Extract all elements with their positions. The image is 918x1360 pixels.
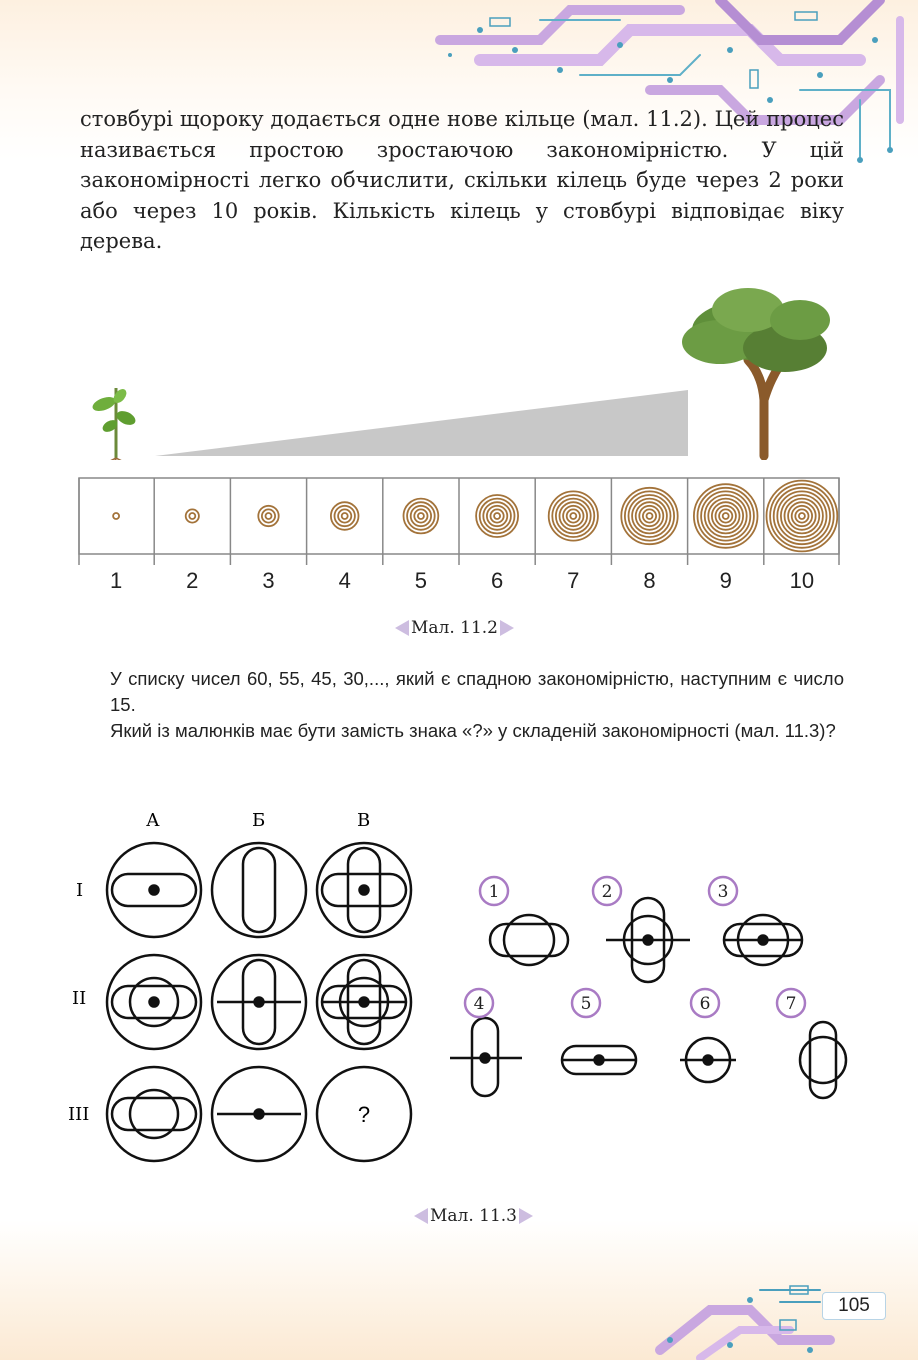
figure-11-2-caption	[395, 618, 514, 638]
column-label-A: А	[146, 810, 160, 831]
option-badge-7	[777, 989, 805, 1017]
tree-ring	[189, 513, 195, 519]
option-badge-number: 7	[785, 994, 797, 1014]
option-badge-number: 4	[473, 994, 485, 1014]
tree-rings-year-3	[258, 506, 278, 526]
option-badge-6	[691, 989, 719, 1017]
cell-III-A	[107, 1067, 201, 1161]
cell-III-B	[212, 1067, 306, 1161]
option-badge-3	[709, 877, 737, 905]
year-label-2: 2	[186, 568, 199, 593]
tree-rings-year-2	[186, 509, 199, 522]
option-3-figure	[724, 915, 802, 965]
tree-ring	[342, 513, 348, 519]
row-label-III: III	[68, 1104, 90, 1125]
option-badge-number: 6	[699, 994, 711, 1014]
year-label-3: 3	[262, 568, 275, 593]
tree-rings-year-7	[549, 491, 598, 540]
row-label-I: I	[76, 880, 84, 901]
cell-I-A	[107, 843, 201, 937]
figure-11-3-caption-text: Мал. 11.3	[430, 1206, 518, 1226]
option-7-figure	[800, 1022, 846, 1098]
intro-paragraph: стовбурі щороку додається одне нове кільце (мал. 11.2). Цей процес називається простою зростаючою закономірністю. У цій закономірності легко обчислити, скільки кілець буде через 2 роки або через 10 років. Кількість кілець у стовбурі відповідає віку дерева.	[80, 107, 844, 253]
column-label-B: Б	[252, 810, 266, 831]
option-6-figure	[680, 1038, 736, 1082]
caption-arrow-left-icon	[414, 1208, 428, 1224]
option-badge-4	[465, 989, 493, 1017]
figure-11-2-caption-text: Мал. 11.2	[411, 618, 499, 638]
tree-image	[682, 288, 830, 456]
year-label-5: 5	[414, 568, 428, 593]
column-label-V: В	[357, 810, 371, 831]
tree-ring	[113, 513, 119, 519]
option-badge-number: 3	[717, 882, 729, 902]
option-badge-number: 2	[601, 882, 613, 902]
tree-ring	[799, 513, 805, 519]
page-number: 105	[822, 1292, 886, 1320]
tree-rings-year-8	[621, 488, 677, 544]
tree-ring	[723, 513, 729, 519]
option-2-figure	[606, 898, 690, 982]
growth-wedge	[155, 390, 688, 456]
cell-I-V	[317, 843, 411, 937]
year-label-1: 1	[109, 568, 123, 593]
tree-rings-year-10	[767, 481, 838, 552]
tree-rings-year-9	[694, 484, 758, 548]
tree-ring	[647, 513, 653, 519]
tree-rings-year-6	[476, 495, 518, 537]
year-label-6: 6	[490, 568, 504, 593]
figure-11-3-caption	[414, 1206, 533, 1226]
option-badge-number: 5	[580, 994, 592, 1014]
option-badge-5	[572, 989, 600, 1017]
option-4-figure	[450, 1018, 522, 1096]
decreasing-sequence-paragraph: У списку чисел 60, 55, 45, 30,..., який є спадною закономірністю, наступним є число 15.	[110, 668, 844, 715]
tree-rings-table	[78, 477, 840, 567]
option-5-figure	[562, 1046, 636, 1074]
year-label-4: 4	[338, 568, 351, 593]
tree-rings-year-1	[113, 513, 119, 519]
year-label-9: 9	[719, 568, 732, 593]
tree-ring	[266, 513, 272, 519]
question-paragraph: Який із малюнків має бути замість знака «?» у складеній закономірності (мал. 11.3)?	[110, 720, 836, 741]
year-label-7: 7	[567, 568, 580, 593]
option-1-figure	[490, 915, 568, 965]
year-label-8: 8	[643, 568, 656, 593]
growth-illustration	[80, 280, 850, 460]
tree-ring	[570, 513, 576, 519]
option-badge-number: 1	[488, 882, 500, 902]
unknown-cell-mark: ?	[357, 1102, 371, 1127]
option-badge-2	[593, 877, 621, 905]
cell-II-A	[107, 955, 201, 1049]
cell-II-B	[212, 955, 306, 1049]
sprout-image	[91, 387, 138, 460]
option-badges	[465, 877, 805, 1017]
caption-arrow-right-icon	[500, 620, 514, 636]
tree-ring	[494, 513, 500, 519]
year-label-10: 10	[789, 568, 815, 593]
option-badge-1	[480, 877, 508, 905]
caption-arrow-left-icon	[395, 620, 409, 636]
tree-ring	[418, 513, 424, 519]
caption-arrow-right-icon	[519, 1208, 533, 1224]
row-label-II: II	[72, 988, 87, 1009]
figure-11-3	[60, 800, 850, 1180]
tree-rings-year-5	[404, 499, 439, 534]
cell-II-V	[317, 955, 411, 1049]
rings-marks	[113, 481, 837, 552]
cell-I-B	[212, 843, 306, 937]
tree-rings-year-4	[331, 502, 359, 530]
